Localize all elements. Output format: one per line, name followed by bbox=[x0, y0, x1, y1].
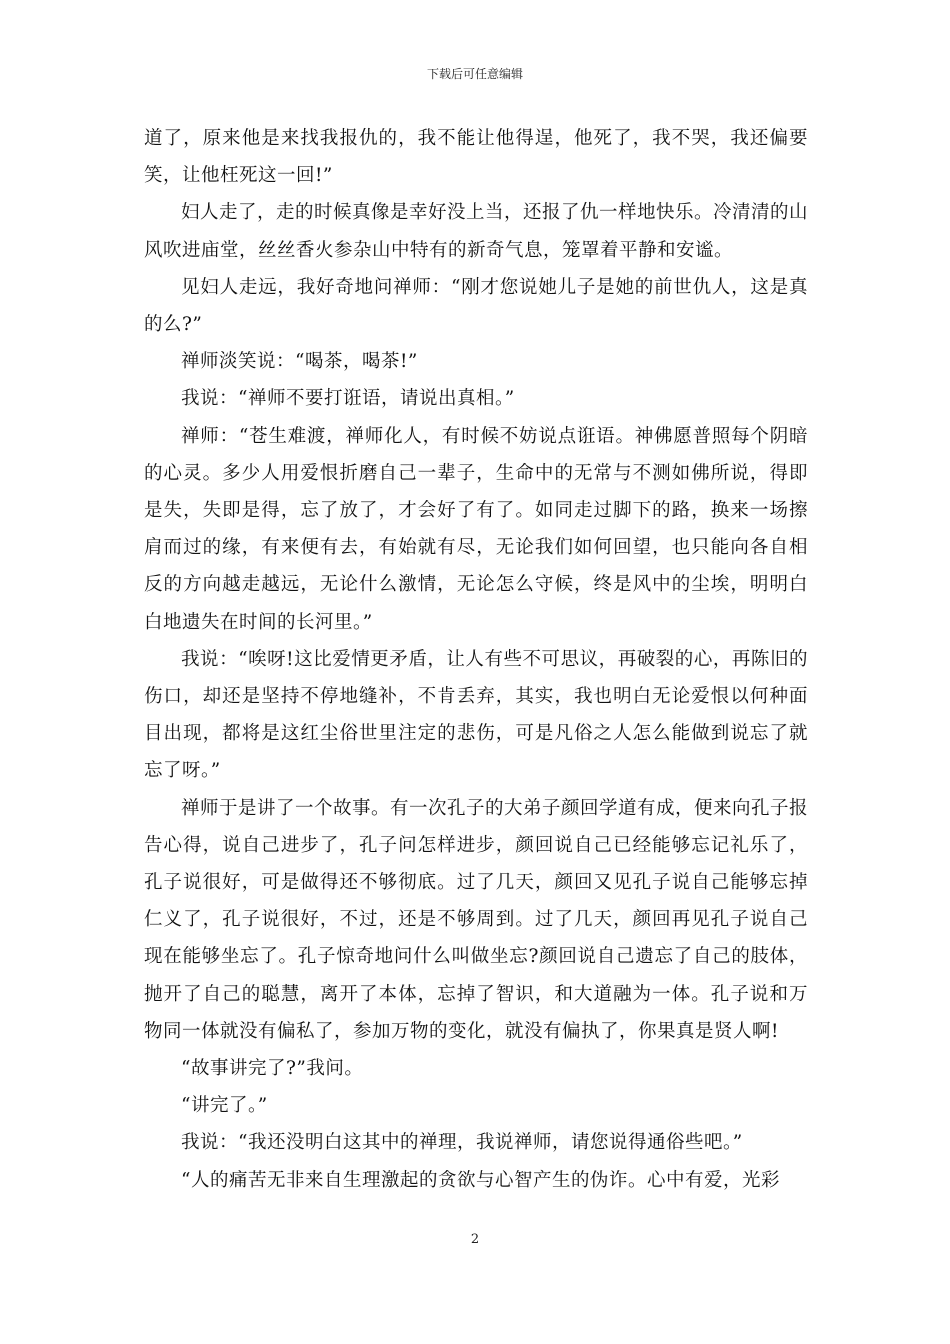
paragraph-6: 禅师：“苍生难渡，禅师化人，有时候不妨说点诳语。神佛愿普照每个阴暗的心灵。多少人用爱恨折磨自己一辈子，生命中的无常与不测如佛所说，得即是失，失即是得，忘了放了，才会好了有了。如同走过脚下的路，换来一场擦肩而过的缘，有来便有去，有始就有尽，无论我们如何回望，也只能向各自相反的方向越走越远，无论什么激情，无论怎么守候，终是风中的尘埃，明明白白地遗失在时间的长河里。” bbox=[144, 425, 808, 633]
paragraph-8: 禅师于是讲了一个故事。有一次孔子的大弟子颜回学道有成，便来向孔子报告心得，说自己进步了，孔子问怎样进步，颜回说自己已经能够忘记礼乐了，孔子说很好，可是做得还不够彻底。过了几天，颜回又见孔子说自己能够忘掉仁义了，孔子说很好，不过，还是不够周到。过了几天，颜回再见孔子说自己现在能够坐忘了。孔子惊奇地问什么叫做坐忘?颜回说自己遗忘了自己的肢体，抛开了自己的聪慧，离开了本体，忘掉了智识，和大道融为一体。孔子说和万物同一体就没有偏私了，参加万物的变化，就没有偏执了，你果真是贤人啊! bbox=[144, 797, 809, 1042]
page-number: 2 bbox=[470, 1232, 480, 1247]
paragraph-7: 我说：“唉呀!这比爱情更矛盾，让人有些不可思议，再破裂的心，再陈旧的伤口，却还是坚持不停地缝补，不肯丢弃，其实，我也明白无论爱恨以何种面目出现，都将是这红尘俗世里注定的悲伤，可是凡俗之人怎么能做到说忘了就忘了呀。” bbox=[144, 648, 808, 782]
paragraph-12: “人的痛苦无非来自生理激起的贪欲与心智产生的伪诈。心中有爱，光彩 bbox=[181, 1169, 780, 1191]
document-body bbox=[144, 120, 808, 1199]
paragraph-9: “故事讲完了?”我问。 bbox=[181, 1058, 364, 1080]
paragraph-5: 我说：“禅师不要打诳语，请说出真相。” bbox=[181, 388, 515, 410]
page-header: 下载后可任意编辑 bbox=[426, 67, 523, 81]
paragraph-4: 禅师淡笑说：“喝茶，喝茶!” bbox=[181, 351, 418, 373]
paragraph-2: 妇人走了，走的时候真像是幸好没上当，还报了仇一样地快乐。冷清清的山风吹进庙堂，丝丝香火参杂山中特有的新奇气息，笼罩着平静和安谧。 bbox=[144, 202, 809, 261]
paragraph-1: 道了，原来他是来找我报仇的，我不能让他得逞，他死了，我不哭，我还偏要笑，让他枉死这一回!” bbox=[144, 128, 808, 187]
paragraph-10: “讲完了。” bbox=[181, 1095, 268, 1117]
paragraph-3: 见妇人走远，我好奇地问禅师：“刚才您说她儿子是她的前世仇人，这是真的么?” bbox=[144, 276, 808, 336]
paragraph-11: 我说：“我还没明白这其中的禅理，我说禅师，请您说得通俗些吧。” bbox=[181, 1132, 743, 1154]
